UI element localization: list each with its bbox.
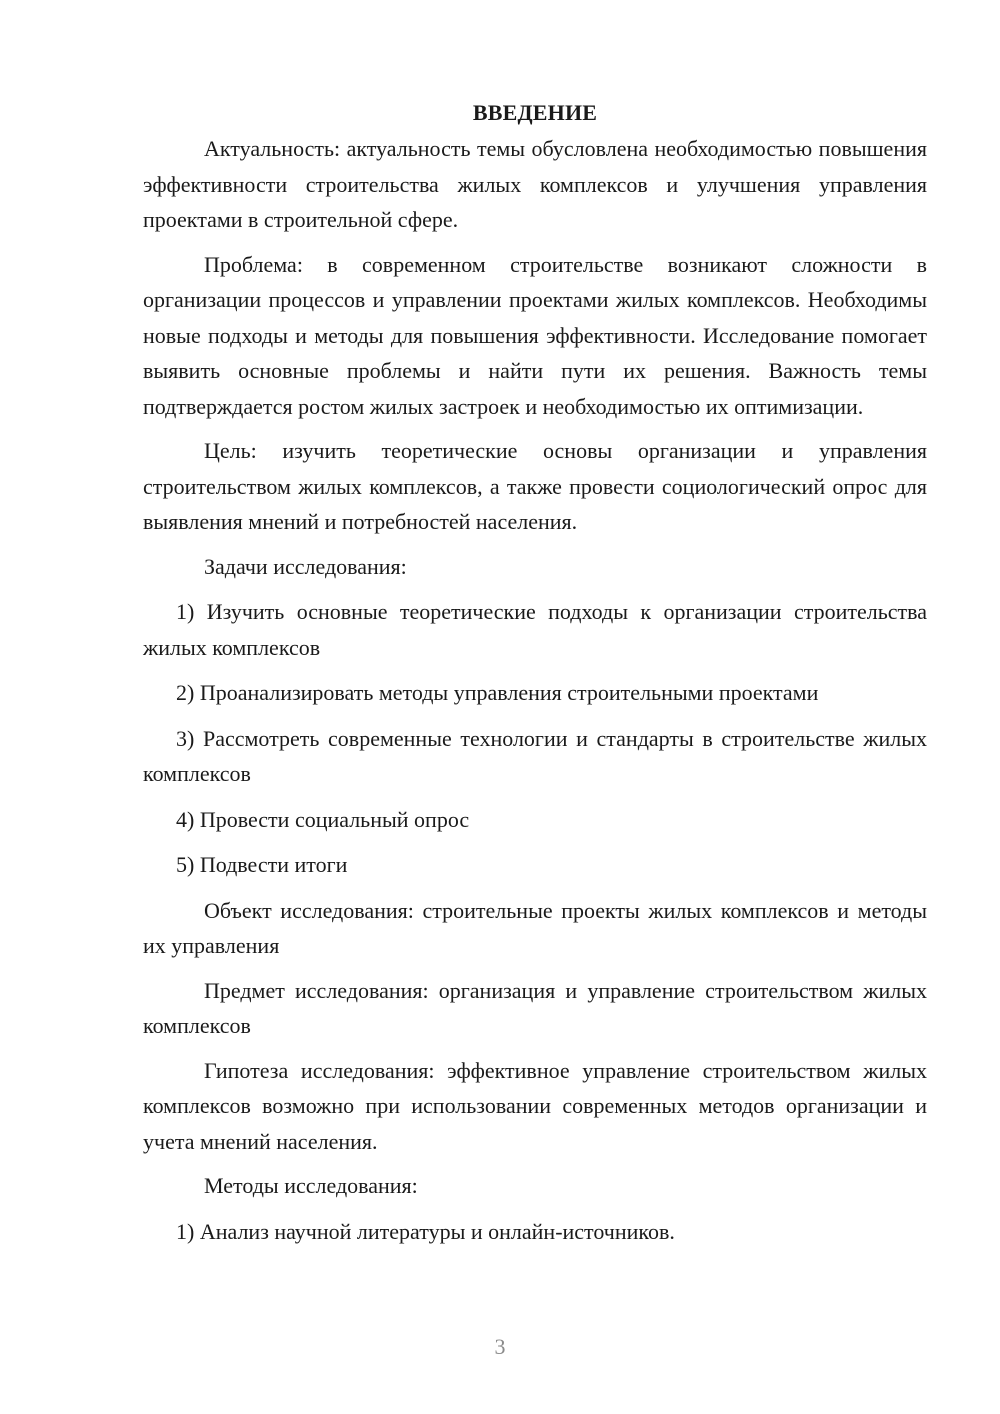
object-paragraph: Объект исследования: строительные проекты жилых комплексов и методы их управления [143,897,927,958]
hypothesis-paragraph: Гипотеза исследования: эффективное управление строительством жилых комплексов возможно при использовании современных методов организации и учета мнений населения. [143,1057,927,1154]
page-content [143,95,927,1259]
page-number: 3 [494,1334,506,1359]
subject-paragraph: Предмет исследования: организация и управление строительством жилых комплексов [143,977,927,1038]
task-item: 1) Изучить основные теоретические подходы к организации строительства жилых комплексов [143,599,927,660]
task-item: 5) Подвести итоги [176,852,348,877]
tasks-heading: Задачи исследования: [204,553,407,579]
task-item: 2) Проанализировать методы управления строительными проектами [176,680,819,705]
method-item: 1) Анализ научной литературы и онлайн-источников. [176,1218,675,1244]
goal-paragraph: Цель: изучить теоретические основы организации и управления строительством жилых комплексов, а также провести социологический опрос для выявления мнений и потребностей населения. [143,438,927,534]
problem-paragraph: Проблема: в современном строительстве возникают сложности в организации процессов и управлении проектами жилых комплексов. Необходимы новые подходы и методы для повышения эффективности. Исследование помогает выявить основные проблемы и найти пути их решения. Важность темы подтверждается ростом жилых застроек и необходимостью их оптимизации. [143,251,927,419]
task-item: 3) Рассмотреть современные технологии и стандарты в строительстве жилых комплексов [143,725,927,786]
task-item: 4) Провести социальный опрос [176,806,470,832]
relevance-paragraph: Актуальность: актуальность темы обусловлена необходимостью повышения эффективности строительства жилых комплексов и улучшения управления проектами в строительной сфере. [143,136,927,232]
section-title: ВВЕДЕНИЕ [472,100,598,125]
methods-heading: Методы исследования: [204,1173,418,1198]
